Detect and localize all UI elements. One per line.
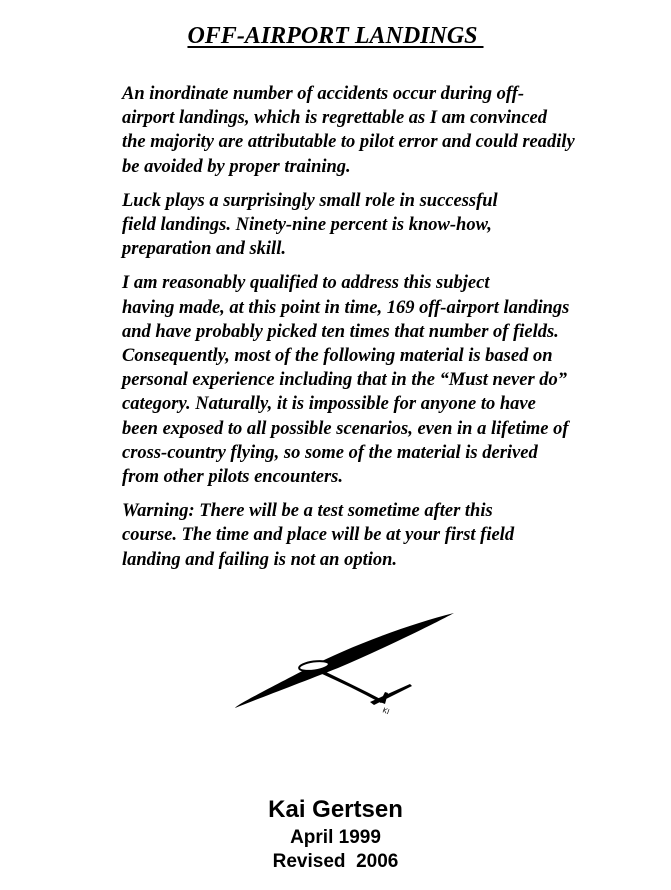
publication-date: April 1999 — [290, 827, 381, 848]
text-line: category. Naturally, it is impossible for anyone to have — [122, 394, 536, 415]
revision-date: Revised 2006 — [272, 851, 399, 872]
text-line: and have probably picked ten times that number of fields. — [122, 321, 559, 342]
text-line: preparation and skill. — [122, 239, 286, 260]
glider-icon — [230, 608, 460, 720]
text-line: be avoided by proper training. — [122, 156, 351, 177]
text-line: personal experience including that in the “Must never do” — [122, 370, 568, 391]
paragraph-luck — [76, 189, 603, 262]
text-line: An inordinate number of accidents occur during off- — [122, 84, 525, 104]
paragraph-warning — [76, 499, 603, 572]
text-line: I am reasonably qualified to address this subject — [122, 273, 490, 294]
text-line: having made, at this point in time, 169 off-airport landings — [122, 297, 570, 318]
text-line: airport landings, which is regrettable as I am convinced — [122, 108, 548, 129]
text-line: the majority are attributable to pilot error and could readily — [122, 132, 575, 153]
text-line: from other pilots encounters. — [122, 467, 343, 488]
text-line: field landings. Ninety-nine percent is know-how, — [122, 215, 492, 236]
text-line: Consequently, most of the following material is based on — [122, 346, 553, 367]
glider-tail — [370, 684, 412, 705]
text-line: been exposed to all possible scenarios, even in a lifetime of — [122, 418, 569, 439]
text-line: cross-country flying, so some of the material is derived — [122, 442, 538, 463]
author-name: Kai Gertsen — [268, 796, 403, 823]
glider-fuselage — [320, 670, 384, 703]
text-line: course. The time and place will be at your first field — [122, 525, 515, 546]
text-line: Warning: There will be a test sometime after this — [122, 501, 493, 522]
glider-initials: KI — [381, 706, 391, 717]
glider-wing — [235, 613, 454, 708]
body-text — [76, 82, 603, 582]
page-title: OFF-AIRPORT LANDINGS — [187, 23, 484, 49]
text-line: landing and failing is not an option. — [122, 549, 398, 570]
text-line: Luck plays a surprisingly small role in successful — [122, 190, 498, 211]
paragraph-intro — [76, 82, 603, 179]
paragraph-qualifications — [76, 271, 603, 489]
